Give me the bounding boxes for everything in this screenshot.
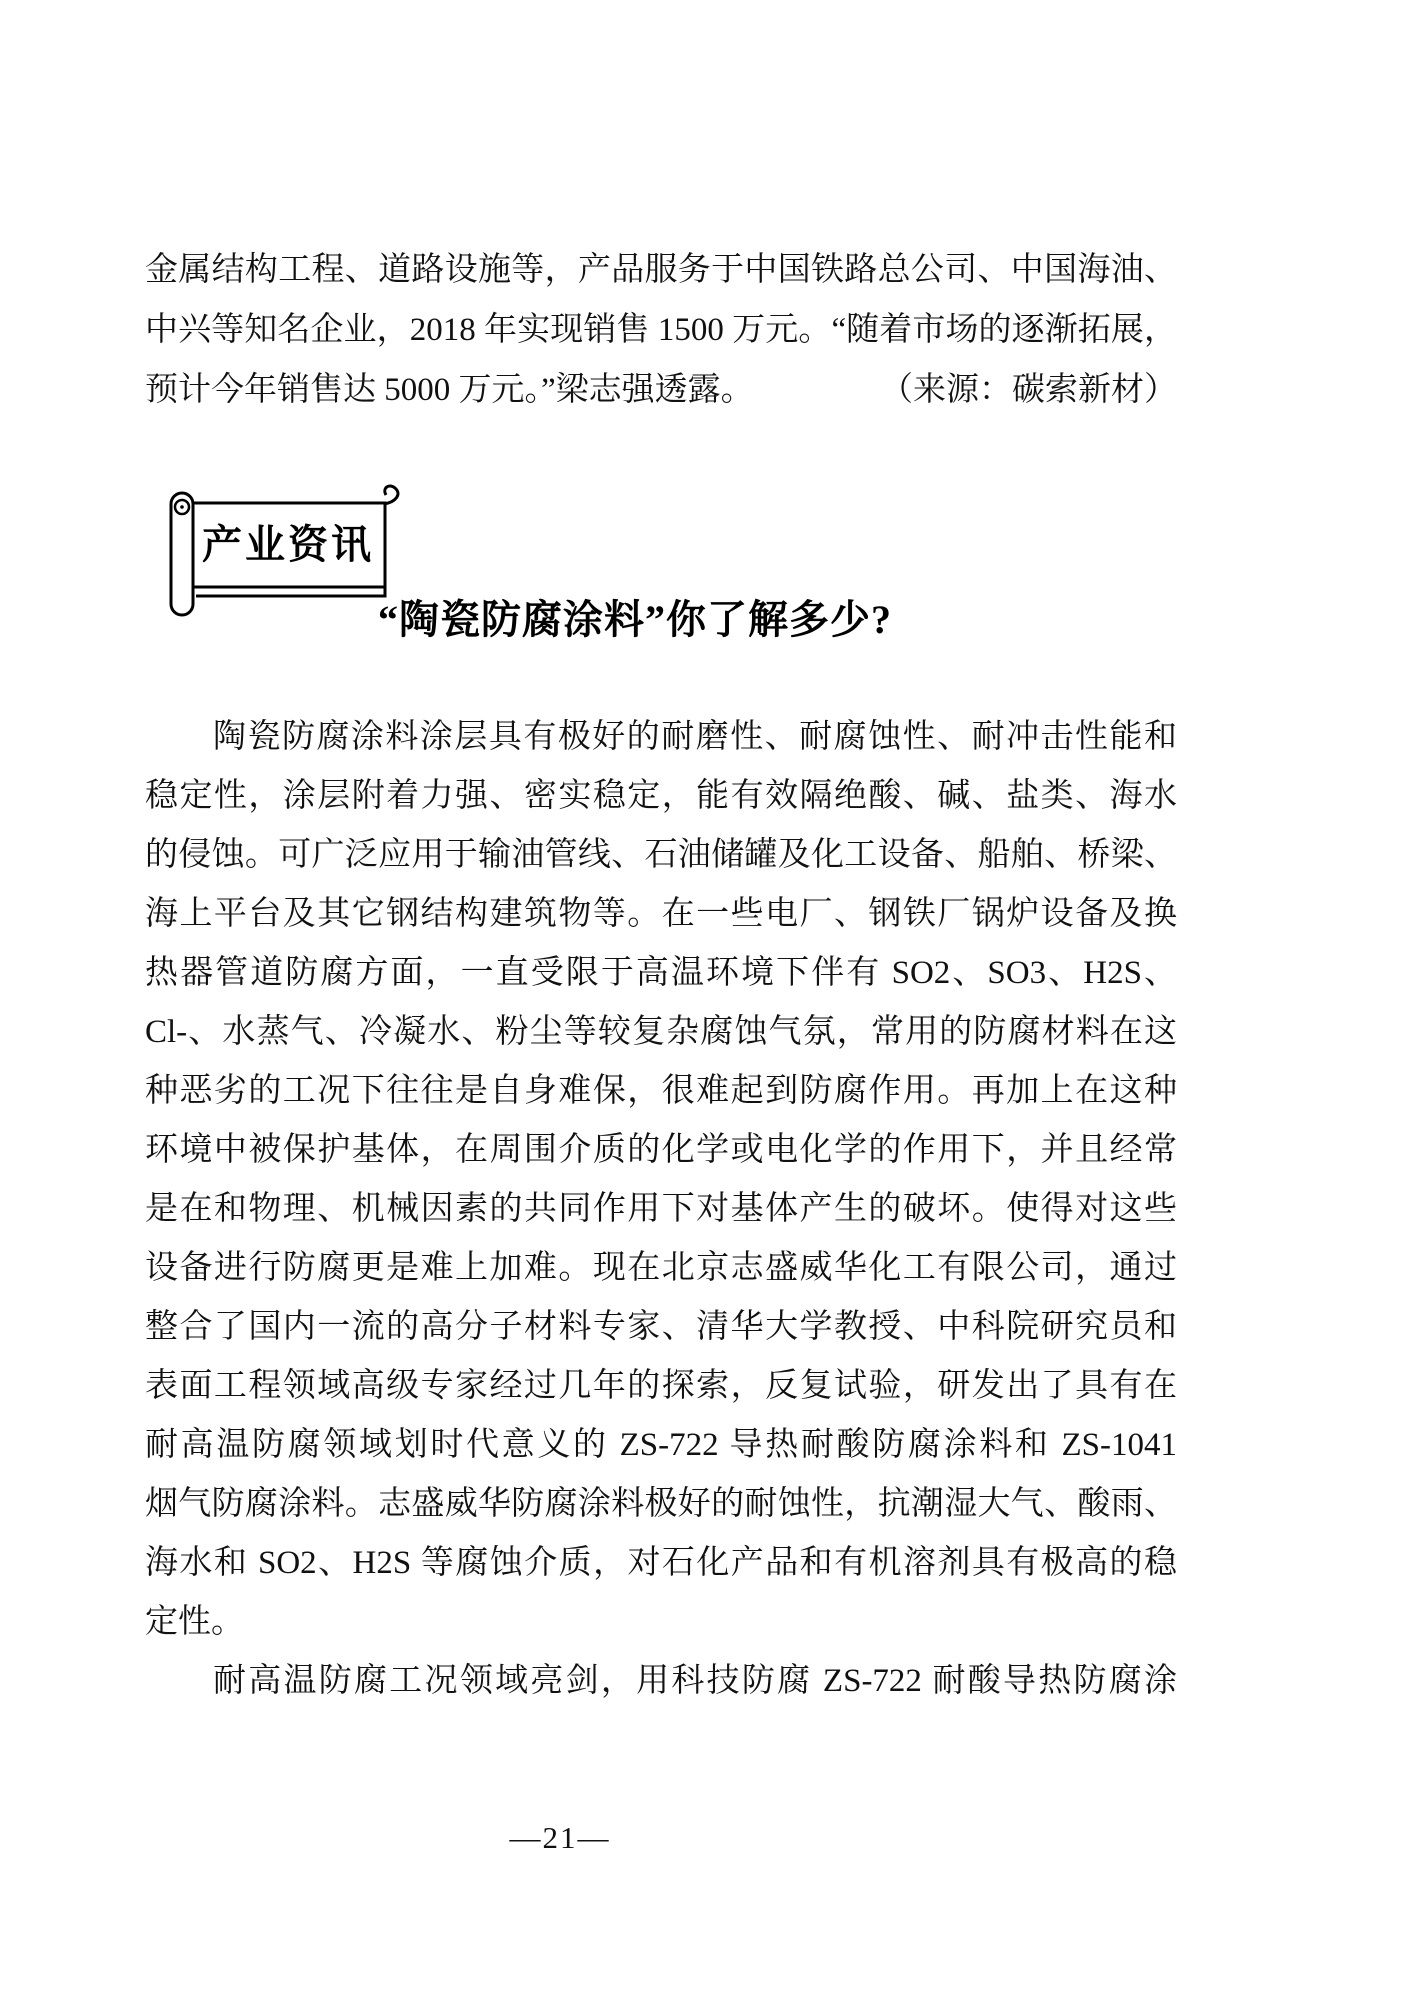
text-line: 表面工程领域高级专家经过几年的探索，反复试验，研发出了具有在 — [145, 1368, 1177, 1404]
text-line: 整合了国内一流的高分子材料专家、清华大学教授、中科院研究员和 — [145, 1309, 1177, 1345]
article-paragraph-2 — [145, 1652, 1177, 1711]
text-line: 设备进行防腐更是难上加难。现在北京志盛威华化工有限公司，通过 — [145, 1250, 1177, 1286]
text-line: 海上平台及其它钢结构建筑物等。在一些电厂、钢铁厂锅炉设备及换 — [145, 896, 1177, 932]
text-line: Cl-、水蒸气、冷凝水、粉尘等较复杂腐蚀气氛，常用的防腐材料在这 — [145, 1014, 1177, 1050]
article-body — [145, 708, 1177, 1711]
text-line: 耐高温防腐领域划时代意义的 ZS-722 导热耐酸防腐涂料和 ZS-1041 — [145, 1427, 1177, 1463]
text-line: 耐高温防腐工况领域亮剑，用科技防腐 ZS-722 耐酸导热防腐涂 — [213, 1663, 1177, 1699]
text-line: 种恶劣的工况下往往是自身难保，很难起到防腐作用。再加上在这种 — [145, 1073, 1177, 1109]
source-attribution: （来源：碳索新材） — [880, 372, 1177, 408]
article-title: “陶瓷防腐涂料”你了解多少? — [378, 597, 892, 642]
article-paragraph-1 — [145, 708, 1177, 1652]
text-line: 稳定性，涂层附着力强、密实稳定，能有效隔绝酸、碱、盐类、海水 — [145, 778, 1177, 814]
top-paragraph-lines — [145, 240, 1177, 360]
text-line: 定性。 — [145, 1604, 244, 1640]
text-line: 海水和 SO2、H2S 等腐蚀介质，对石化产品和有机溶剂具有极高的稳 — [145, 1545, 1177, 1581]
top-paragraph — [145, 240, 1177, 420]
text-line: 环境中被保护基体，在周围介质的化学或电化学的作用下，并且经常 — [145, 1132, 1177, 1168]
page-number: —21— — [509, 1820, 611, 1855]
text-line: 烟气防腐涂料。志盛威华防腐涂料极好的耐蚀性，抗潮湿大气、酸雨、 — [145, 1486, 1177, 1522]
section-banner-label: 产业资讯 — [202, 523, 374, 567]
text-line: 是在和物理、机械因素的共同作用下对基体产生的破坏。使得对这些 — [145, 1191, 1177, 1227]
text-line: 中兴等知名企业，2018 年实现销售 1500 万元。“随着市场的逐渐拓展， — [145, 312, 1177, 348]
sales-forecast-text: 预计今年销售达 5000 万元。”梁志强透露。 — [145, 372, 754, 408]
top-paragraph-last-line — [145, 360, 1177, 420]
text-line: 陶瓷防腐涂料涂层具有极好的耐磨性、耐腐蚀性、耐冲击性能和 — [213, 719, 1177, 755]
text-line: 金属结构工程、道路设施等，产品服务于中国铁路总公司、中国海油、 — [145, 252, 1177, 288]
text-line: 的侵蚀。可广泛应用于输油管线、石油储罐及化工设备、船舶、桥梁、 — [145, 837, 1177, 873]
text-line: 热器管道防腐方面，一直受限于高温环境下伴有 SO2、SO3、H2S、 — [145, 955, 1177, 991]
